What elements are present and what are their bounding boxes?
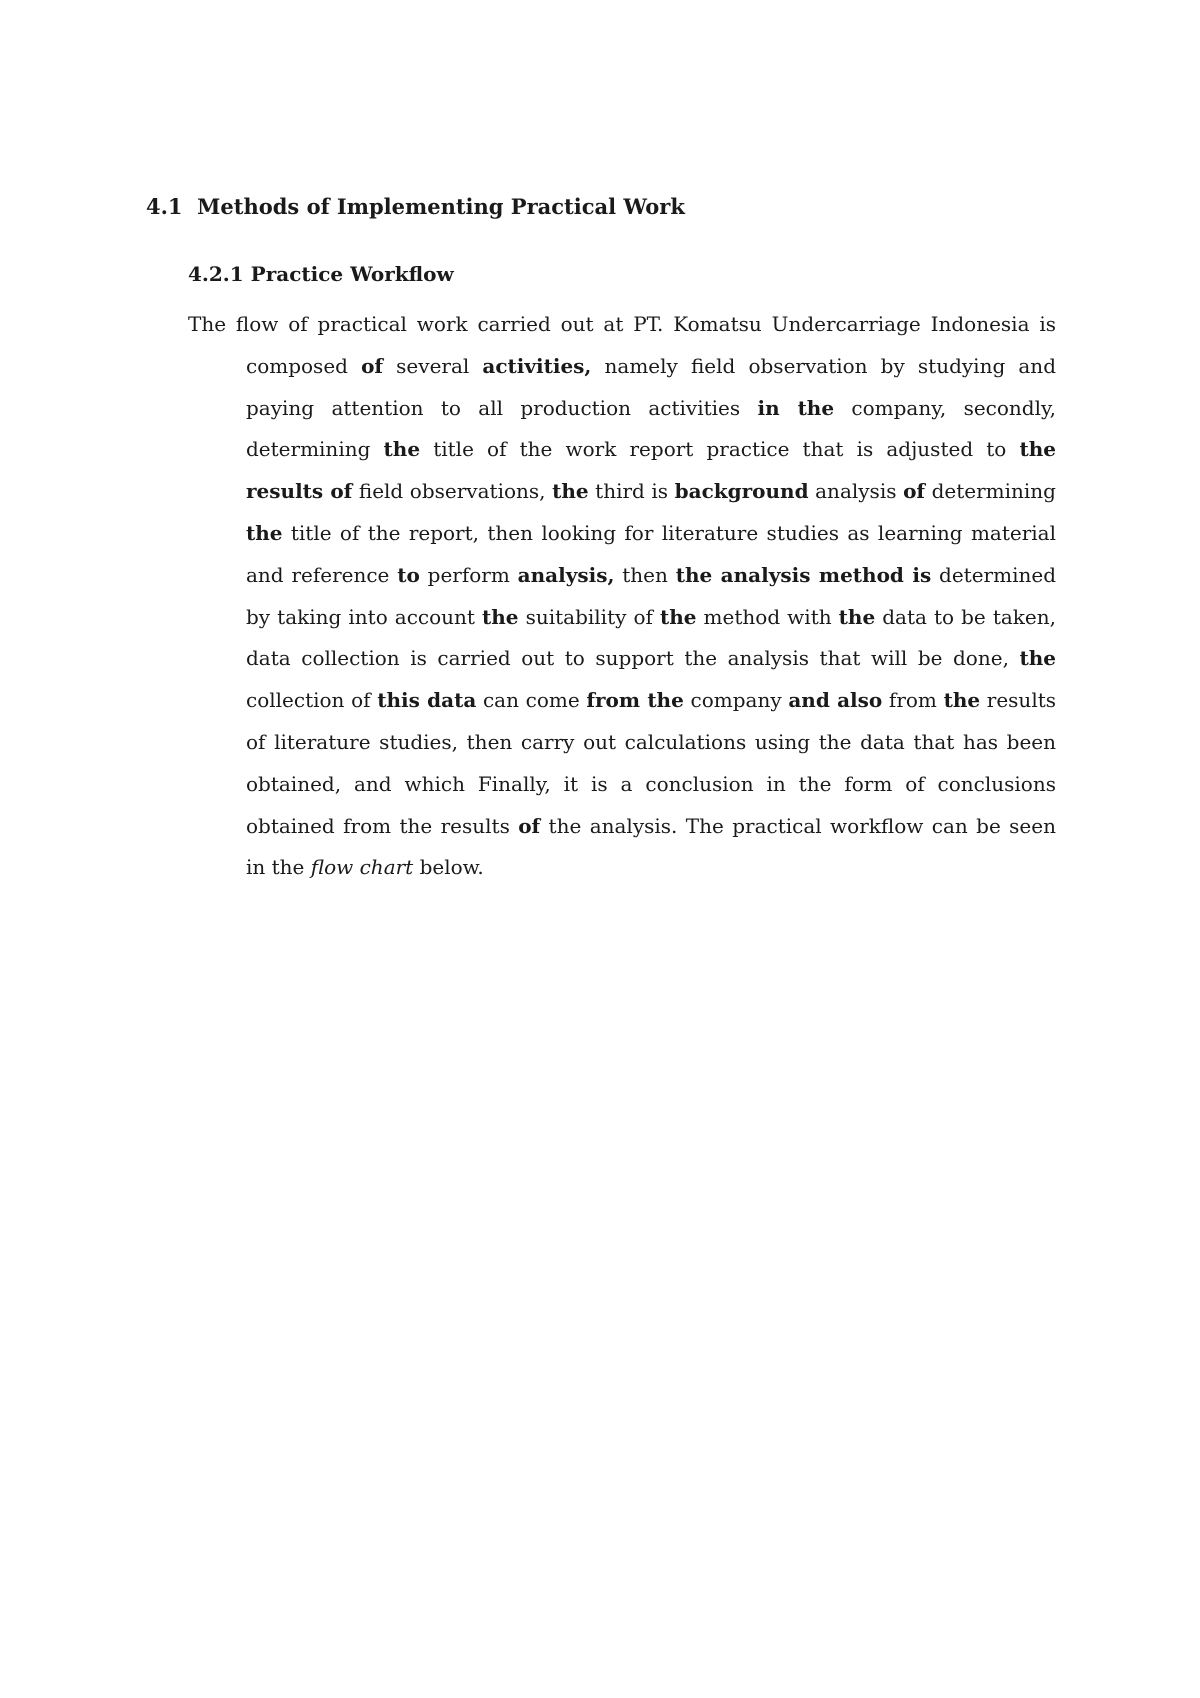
- text-run: title of the work report practice that is adjusted to: [420, 437, 1020, 462]
- text-run: determined by taking into account: [246, 562, 1056, 629]
- text-run: field observations,: [352, 479, 553, 504]
- section-number: 4.1: [146, 194, 183, 219]
- bold-text-run: to: [397, 562, 420, 587]
- bold-text-run: in the: [757, 395, 835, 420]
- bold-text-run: analysis,: [517, 562, 615, 587]
- bold-text-run: the: [482, 604, 519, 629]
- text-run: then: [614, 562, 676, 587]
- text-run: collection of: [246, 688, 378, 713]
- subsection-heading: [188, 262, 454, 286]
- bold-text-run: the: [943, 688, 981, 713]
- text-run: the analysis. The practical workflow can be seen in the: [246, 813, 1056, 880]
- text-run: from: [882, 688, 944, 713]
- bold-text-run: the: [838, 604, 876, 629]
- bold-text-run: background: [674, 479, 809, 504]
- body-paragraph: [188, 304, 1056, 889]
- text-run: title of the report, then looking for literature studies as learning material and reference: [246, 520, 1056, 587]
- italic-text-run: flow chart: [310, 855, 414, 880]
- text-run: analysis: [808, 479, 904, 504]
- bold-text-run: and also: [788, 688, 883, 713]
- bold-text-run: this data: [377, 688, 477, 713]
- text-run: company, secondly, determining: [246, 395, 1057, 462]
- text-run: perform: [419, 562, 518, 587]
- text-run: several: [383, 353, 483, 378]
- text-run: company: [683, 688, 789, 713]
- bold-text-run: of: [903, 479, 926, 504]
- text-run: results of literature studies, then carry out calculations using the data that has been obtained, and which Finally, it is a conclusion in the form of conclusions obtained from the results: [246, 688, 1057, 838]
- bold-text-run: the analysis method is: [675, 562, 932, 587]
- subsection-number: 4.2.1: [188, 262, 244, 286]
- bold-text-run: the: [246, 520, 283, 545]
- text-run: determining: [925, 479, 1056, 504]
- bold-text-run: of: [518, 813, 541, 838]
- bold-text-run: the: [1019, 646, 1056, 671]
- text-run: The flow of practical work carried out at PT. Komatsu Undercarriage Indonesia is composed: [188, 312, 1056, 378]
- text-run: below.: [413, 855, 484, 880]
- bold-text-run: the: [659, 604, 697, 629]
- text-run: third is: [588, 479, 675, 504]
- section-title: Methods of Implementing Practical Work: [197, 194, 685, 219]
- section-heading: [146, 194, 685, 219]
- text-run: can come: [476, 688, 587, 713]
- text-run: data to be taken, data collection is carried out to support the analysis that will be done,: [246, 604, 1056, 671]
- text-run: namely field observation by studying and paying attention to all production activities: [246, 353, 1056, 420]
- bold-text-run: from the: [586, 688, 684, 713]
- subsection-title: Practice Workflow: [250, 262, 454, 286]
- text-run: suitability of: [518, 604, 660, 629]
- bold-text-run: of: [361, 353, 384, 378]
- bold-text-run: activities,: [482, 353, 592, 378]
- bold-text-run: the results of: [246, 437, 1056, 504]
- bold-text-run: the: [383, 437, 421, 462]
- text-run: method with: [696, 604, 839, 629]
- bold-text-run: the: [552, 479, 589, 504]
